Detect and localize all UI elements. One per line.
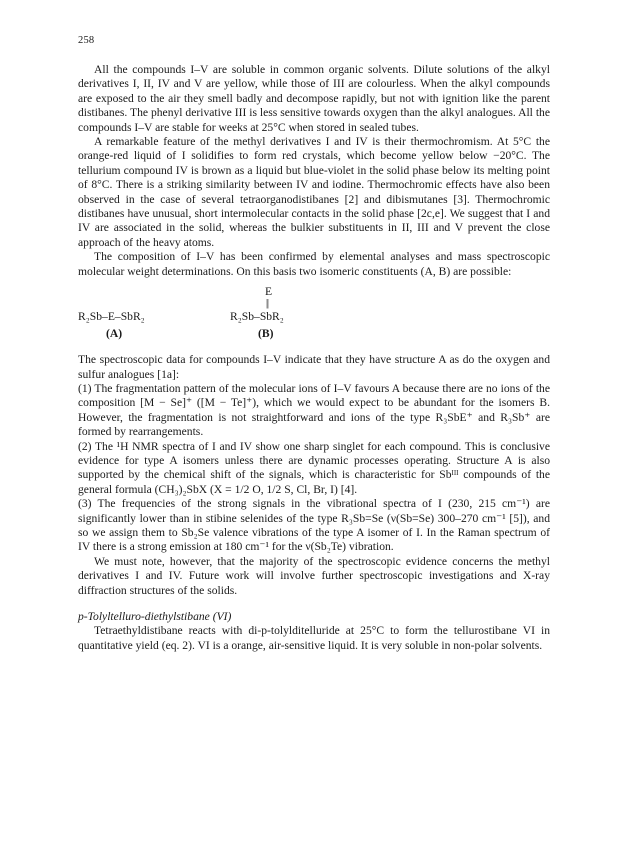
paragraph-note: We must note, however, that the majority of the spectroscopic evidence concerns the methyl derivatives I and IV. Future work will involve further spectroscopic investigations and X-ray diffraction structures of the solids.	[78, 554, 550, 597]
formula-e-atom: E	[265, 285, 273, 299]
body-text	[78, 63, 550, 653]
formula-b-label: (B)	[258, 327, 274, 341]
paragraph-thermochromism: A remarkable feature of the methyl derivatives I and IV is their thermochromism. At 5°C the orange-red liquid of I solidifies to form red crystals, which become yellow below −20°C. The tellurium compound IV is brown as a liquid but blue-violet in the solid phase below its melting point of 8°C. There is a striking similarity between IV and iodine. Thermochromic effects have also been observed in the case of several tetraorganodistibanes [2] and dibismutanes [3]. Thermochromic distibanes have unusual, short intermolecular contacts in the solid phase [2c,e]. We suggest that I and IV are associated in the solid, whereas the bulkier substituents in II, III and V prevent the close approach of the heavy atoms.	[78, 135, 550, 249]
page-number: 258	[78, 35, 95, 46]
paragraph-solubility: All the compounds I–V are soluble in common organic solvents. Dilute solutions of the alkyl derivatives I, II, IV and V are yellow, while those of III are colourless. When the alkyl compounds are exposed to the air they smell badly and decompose rapidly, but not with ignition like the parent distibanes. The phenyl derivative III is less sensitive towards oxygen than the alkyl analogues. All the compounds I–V are stable for weeks at 25°C when stored in sealed tubes.	[78, 63, 550, 134]
paragraph-point-2: (2) The ¹H NMR spectra of I and IV show one sharp singlet for each compound. This is conclusive evidence for type A isomers unless there are dynamic processes operating. Structure A is also supported by the chemical shift of the signals, which is characteristic for Sbᴵᴵᴵ compounds of the general formula (CH₃)₂SbX (X = 1/2 O, 1/2 S, Cl, Br, I) [4].	[78, 439, 550, 496]
paragraph-composition: The composition of I–V has been confirmed by elemental analyses and mass spectroscopic molecular weight determinations. On this basis two isomeric constituents (A, B) are possible:	[78, 250, 550, 278]
formula-b: R₂Sb–SbR₂	[230, 310, 284, 324]
formula-double-bond: ||	[266, 298, 269, 310]
section-heading: p-Tolyltelluro-diethylstibane (VI)	[78, 610, 232, 623]
paragraph-point-1: (1) The fragmentation pattern of the molecular ions of I–V favours A because there are no ions of the composition [M − Se]⁺ ([M − Te]⁺), which we would expect to be abundant for the isomers B. However, the fragmentation is not straightforward and ions of the type R₃SbE⁺ and R₃Sb⁺ are formed by rearrangements.	[78, 381, 550, 439]
paragraph-point-3: (3) The frequencies of the strong signals in the vibrational spectra of I (230, 215 cm⁻¹) are significantly lower than in stibine selenides of the type R₃Sb=Se (ν(Sb=Se) 300–270 cm⁻¹ [5]), and so we assign them to Sb₂Se valence vibrations of the type A isomer of I. In the Raman spectrum of IV there is a strong emission at 180 cm⁻¹ for the ν(Sb₂Te) vibration.	[78, 497, 550, 554]
paragraph-spectroscopic: The spectroscopic data for compounds I–V indicate that they have structure A as do the oxygen and sulfur analogues [1a]:	[78, 353, 550, 381]
isomer-formula	[78, 281, 550, 349]
formula-a-label: (A)	[106, 327, 123, 341]
paragraph-tellurostibane: Tetraethyldistibane reacts with di-p-tolylditelluride at 25°C to form the tellurostibane VI in quantitative yield (eq. 2). VI is a orange, air-sensitive liquid. It is very soluble in non-polar solvents.	[78, 624, 550, 652]
formula-a: R₂Sb–E–SbR₂	[78, 310, 145, 324]
